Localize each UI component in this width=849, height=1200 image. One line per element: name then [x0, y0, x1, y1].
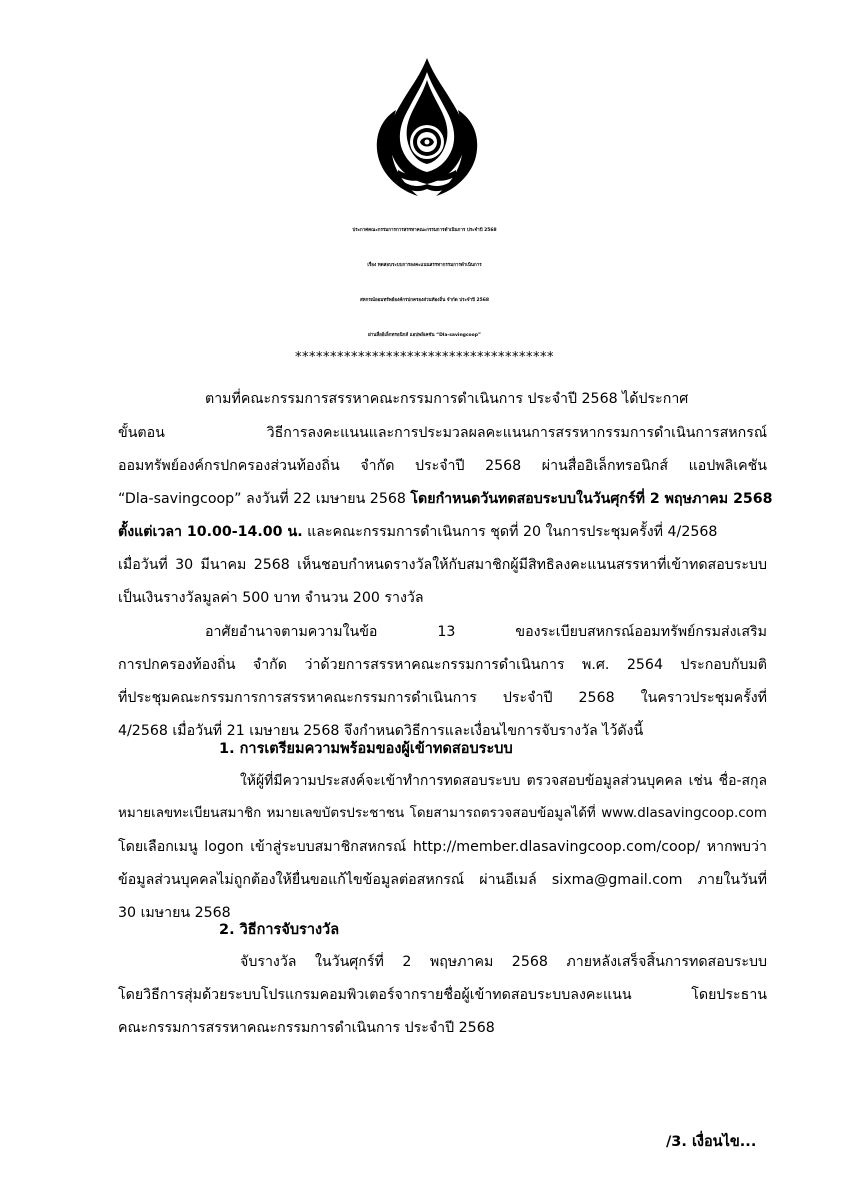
intro-p1-line-5-bold: ตั้งแต่เวลา 10.00-14.00 น.	[118, 524, 303, 540]
intro-p1-line-7: เป็นเงินรางวัลมูลค่า 500 บาท จำนวน 200 รางวัล	[118, 590, 424, 606]
section-2-heading: 2. วิธีการจับรางวัล	[219, 922, 340, 938]
section-1-line-2: หมายเลขทะเบียนสมาชิก หมายเลขบัตรประชาชน โดยสามารถตรวจสอบข้อมูลได้ที่ www.dlasavingcoop.com	[118, 806, 767, 821]
section-1-line-5: 30 เมษายน 2568	[118, 905, 231, 921]
intro-p2-line-4: 4/2568 เมื่อวันที่ 21 เมษายน 2568 จึงกำหนดวิธีการและเงื่อนไขการจับรางวัล ไว้ดังนี้	[118, 723, 644, 739]
intro-p2-line-2: การปกครองท้องถิ่น จำกัด ว่าด้วยการสรรหาคณะกรรมการดำเนินการ พ.ศ. 2564 ประกอบกับมติ	[118, 657, 767, 673]
intro-p1-line-3: ออมทรัพย์องค์กรปกครองส่วนท้องถิ่น จำกัด ประจำปี 2568 ผ่านสื่ออิเล็กทรอนิกส์ แอปพลิเคชัน	[118, 458, 767, 474]
title-line-4: ผ่านสื่ออิเล็กทรอนิกส์ แอปพลิเคชัน “Dla-savingcoop”	[368, 333, 481, 338]
title-line-1: ประกาศคณะกรรมการการสรรหาคณะกรรมการดำเนินการ ประจำปี 2568	[352, 228, 497, 233]
intro-p1-line-4-bold: โดยกำหนดวันทดสอบระบบในวันศุกร์ที่ 2 พฤษภาคม 2568	[410, 491, 773, 507]
section-1-line-4: ข้อมูลส่วนบุคคลไม่ถูกต้องให้ยื่นขอแก้ไขข้อมูลต่อสหกรณ์ ผ่านอีเมล์ sixma@gmail.com ภายในวันที่	[118, 872, 767, 888]
intro-p1-line-2: ขั้นตอน วิธีการลงคะแนนและการประมวลผลคะแนนการสรรหากรรมการดำเนินการสหกรณ์	[118, 425, 767, 441]
announcement-title	[60, 213, 789, 353]
intro-p2-line-1: อาศัยอำนาจตามความในข้อ 13 ของระเบียบสหกรณ์ออมทรัพย์กรมส่งเสริม	[205, 624, 767, 640]
section-1-line-3: โดยเลือกเมนู logon เข้าสู่ระบบสมาชิกสหกรณ์ http://member.dlasavingcoop.com/coop/ หากพบว่า	[118, 839, 767, 855]
separator: *************************************	[295, 350, 554, 365]
section-2-line-1: จับรางวัล ในวันศุกร์ที่ 2 พฤษภาคม 2568 ภายหลังเสร็จสิ้นการทดสอบระบบ	[240, 954, 767, 970]
organization-emblem-icon	[374, 58, 480, 200]
intro-p1-line-5	[118, 522, 717, 542]
intro-p1-line-4-normal: “Dla-savingcoop” ลงวันที่ 22 เมษายน 2568	[118, 491, 411, 507]
intro-p2-line-3: ที่ประชุมคณะกรรมการการสรรหาคณะกรรมการดำเนินการ ประจำปี 2568 ในคราวประชุมครั้งที่	[118, 690, 767, 706]
title-line-3: สหกรณ์ออมทรัพย์องค์กรปกครองส่วนท้องถิ่น จำกัด ประจำปี 2568	[359, 298, 490, 303]
intro-p1-line-5-normal: และคณะกรรมการดำเนินการ ชุดที่ 20 ในการประชุมครั้งที่ 4/2568	[302, 524, 718, 540]
section-2-line-3: คณะกรรมการสรรหาคณะกรรมการดำเนินการ ประจำปี 2568	[118, 1020, 495, 1036]
intro-p1-line-1: ตามที่คณะกรรมการสรรหาคณะกรรมการดำเนินการ ประจำปี 2568 ได้ประกาศ	[205, 391, 689, 407]
next-page-marker: /3. เงื่อนไข...	[666, 1134, 757, 1150]
section-1-line-1: ให้ผู้ที่มีความประสงค์จะเข้าทำการทดสอบระบบ ตรวจสอบข้อมูลส่วนบุคคล เช่น ชื่อ-สกุล	[240, 773, 767, 789]
section-1-heading: 1. การเตรียมความพร้อมของผู้เข้าทดสอบระบบ	[219, 741, 513, 757]
intro-p1-line-6: เมื่อวันที่ 30 มีนาคม 2568 เห็นชอบกำหนดรางวัลให้กับสมาชิกผู้มีสิทธิลงคะแนนสรรหาที่เข้าทดสอบระบบ	[118, 557, 767, 573]
title-line-2: เรื่อง ทดสอบระบบการลงคะแนนสรรหากรรมการดำเนินการ	[367, 263, 482, 268]
intro-p1-line-4	[118, 489, 773, 509]
section-2-line-2: โดยวิธีการสุ่มด้วยระบบโปรแกรมคอมพิวเตอร์จากรายชื่อผู้เข้าทดสอบระบบลงคะแนน โดยประธาน	[118, 987, 767, 1003]
